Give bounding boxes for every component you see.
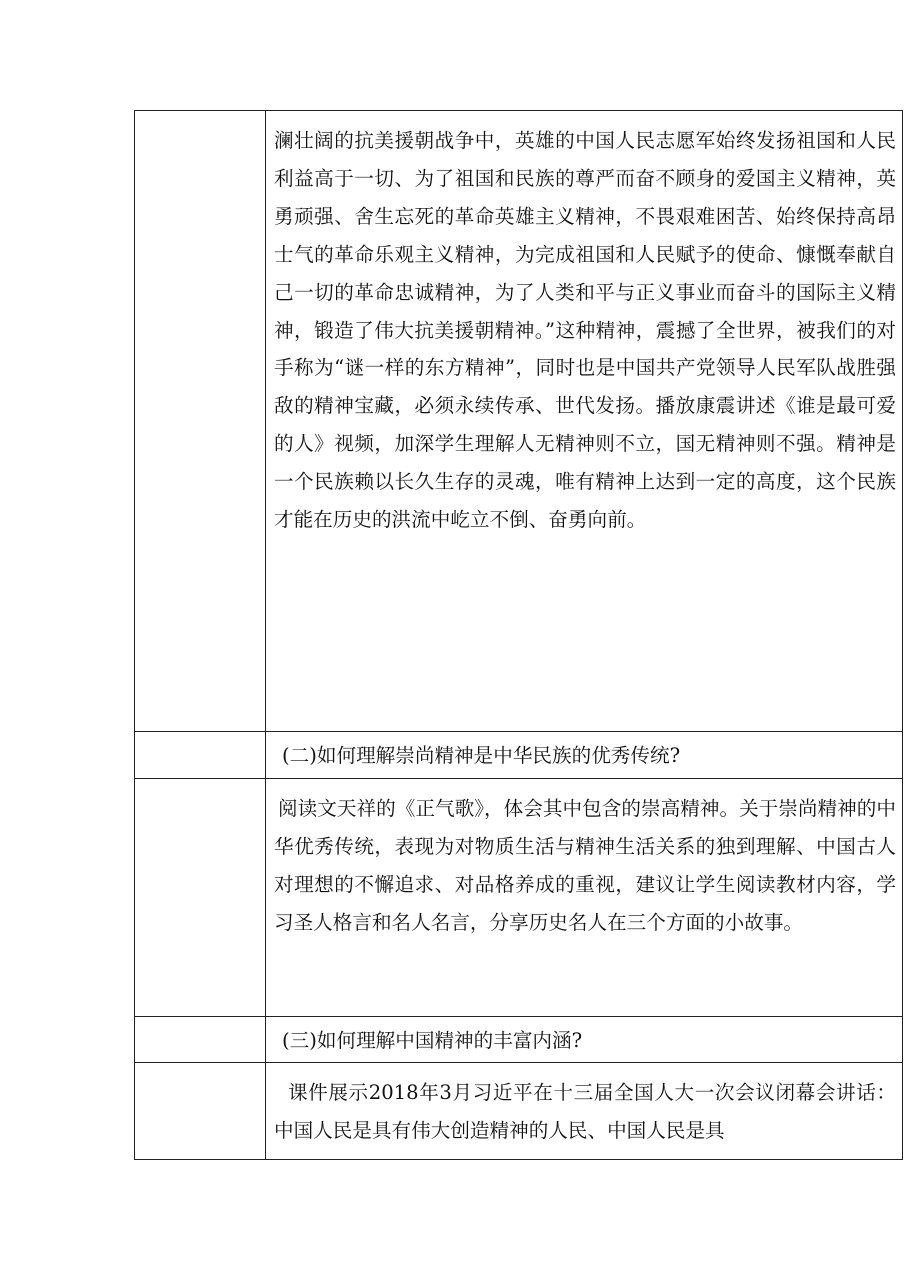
content-cell (266, 779, 903, 1017)
label-cell (135, 732, 266, 779)
label-cell (135, 1063, 266, 1160)
label-cell (135, 779, 266, 1017)
body-paragraph: 阅读文天祥的《正气歌》，体会其中包含的崇高精神。关于崇尚精神的中华优秀传统，表现为对物质生活与精神生活关系的独到理解、中国古人对理想的不懈追求、对品格养成的重视，建议让学生阅读教材内容，学习圣人格言和名人名言，分享历史名人在三个方面的小故事。 (274, 797, 896, 934)
lesson-table (134, 110, 903, 1160)
table-row (135, 1017, 903, 1063)
section-heading: (三)如何理解中国精神的丰富内涵? (282, 1029, 583, 1052)
heading-cell (266, 732, 903, 779)
content-cell (266, 111, 903, 732)
label-cell (135, 1017, 266, 1063)
table-row (135, 1063, 903, 1160)
table-row (135, 732, 903, 779)
table-row (135, 111, 903, 732)
body-paragraph: 澜壮阔的抗美援朝战争中，英雄的中国人民志愿军始终发扬祖国和人民利益高于一切、为了祖国和民族的尊严而奋不顾身的爱国主义精神，英勇顽强、舍生忘死的革命英雄主义精神，不畏艰难困苦、始终保持高昂士气的革命乐观主义精神，为完成祖国和人民赋予的使命、慷慨奉献自己一切的革命忠诚精神，为了人类和平与正义事业而奋斗的国际主义精神，锻造了伟大抗美援朝精神。”这种精神，震撼了全世界，被我们的对手称为“谜一样的东方精神”，同时也是中国共产党领导人民军队战胜强敌的精神宝藏，必须永续传承、世代发扬。播放康震讲述《谁是最可爱的人》视频，加深学生理解人无精神则不立，国无精神则不强。精神是一个民族赖以长久生存的灵魂，唯有精神上达到一定的高度，这个民族才能在历史的洪流中屹立不倒、奋勇向前。 (274, 129, 896, 532)
heading-cell (266, 1017, 903, 1063)
label-cell (135, 111, 266, 732)
table-row (135, 779, 903, 1017)
content-cell (266, 1063, 903, 1160)
body-paragraph: 课件展示2018年3月习近平在十三届全国人大一次会议闭幕会讲话：中国人民是具有伟大创造精神的人民、中国人民是具 (274, 1081, 896, 1142)
section-heading: (二)如何理解崇尚精神是中华民族的优秀传统? (282, 744, 681, 767)
